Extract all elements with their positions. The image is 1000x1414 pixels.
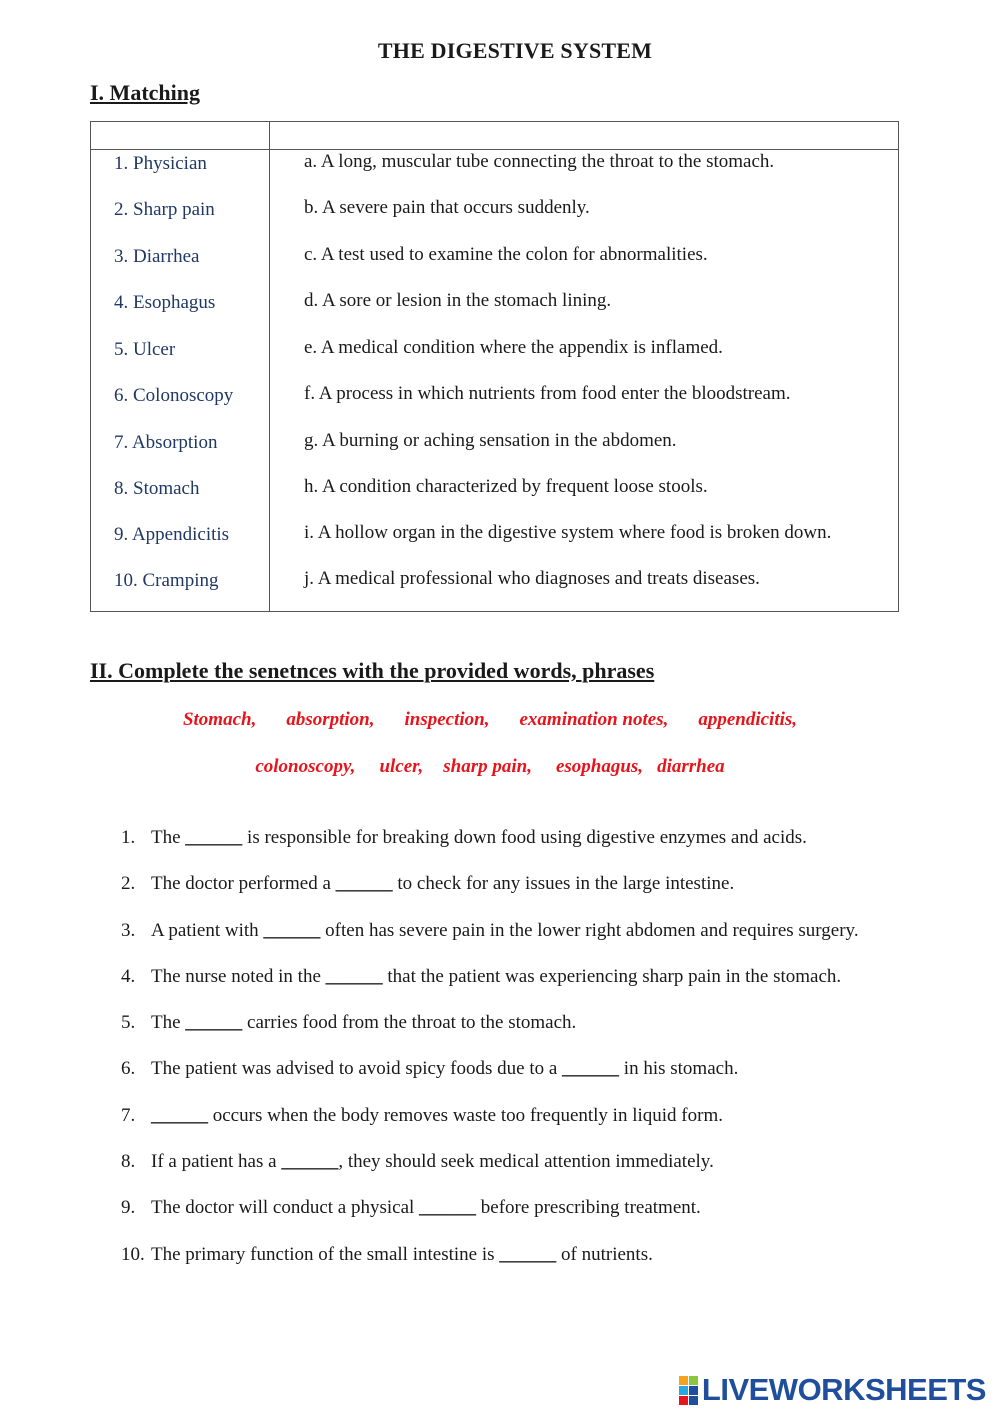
question-number: 8.	[121, 1151, 136, 1172]
question-number: 6.	[121, 1058, 136, 1079]
word-bank-item: ulcer,	[379, 756, 424, 777]
matching-term: 7. Absorption	[114, 432, 218, 453]
matching-term: 4. Esophagus	[114, 292, 216, 313]
word-bank-item: appendicitis,	[698, 709, 798, 730]
question-text-before: The nurse noted in the	[151, 966, 326, 987]
matching-definition: i. A hollow organ in the digestive system where food is broken down.	[304, 522, 832, 543]
question-text-after: that the patient was experiencing sharp pain in the stomach.	[382, 966, 842, 987]
answer-blank[interactable]: ______	[562, 1058, 620, 1079]
question-text-before: The primary function of the small intestine is	[151, 1244, 500, 1265]
question-number: 9.	[121, 1197, 136, 1218]
question-text-before: If a patient has a	[151, 1151, 282, 1172]
matching-term: 8. Stomach	[114, 478, 200, 499]
question-text-before: The	[151, 1012, 186, 1033]
question-item	[121, 826, 807, 850]
question-number: 1.	[121, 827, 136, 848]
question-item	[121, 1011, 576, 1035]
matching-term: 10. Cramping	[114, 570, 219, 591]
liveworksheets-logo	[679, 1374, 986, 1406]
word-bank-row-2	[0, 756, 980, 778]
logo-text: LIVEWORKSHEETS	[701, 1372, 986, 1407]
table-column-divider	[269, 122, 270, 611]
matching-definition: d. A sore or lesion in the stomach lining.	[304, 290, 612, 311]
answer-blank[interactable]: ______	[185, 1012, 243, 1033]
word-bank-item: sharp pain,	[443, 756, 532, 777]
question-text-after: before prescribing treatment.	[476, 1197, 701, 1218]
question-text-before: A patient with	[151, 920, 264, 941]
word-bank-item: colonoscopy,	[255, 756, 356, 777]
matching-table	[90, 121, 899, 612]
word-bank-item: Stomach,	[182, 709, 257, 730]
matching-definition: j. A medical professional who diagnoses and treats diseases.	[304, 568, 760, 589]
matching-definition: c. A test used to examine the colon for abnormalities.	[304, 244, 708, 265]
word-bank-item: examination notes,	[519, 709, 669, 730]
word-bank-item: inspection,	[404, 709, 490, 730]
word-bank-item: esophagus,	[555, 756, 644, 777]
question-item	[121, 1243, 653, 1267]
question-text-before: The	[151, 827, 186, 848]
question-text-before: The doctor will conduct a physical	[151, 1197, 420, 1218]
answer-blank[interactable]: ______	[499, 1244, 557, 1265]
answer-blank[interactable]: ______	[335, 873, 393, 894]
matching-term: 3. Diarrhea	[114, 246, 200, 267]
matching-term: 6. Colonoscopy	[114, 385, 234, 406]
question-number: 10.	[121, 1244, 145, 1265]
question-item	[121, 872, 734, 896]
matching-definition: g. A burning or aching sensation in the abdomen.	[304, 430, 677, 451]
question-item	[121, 1104, 723, 1128]
question-text-after: to check for any issues in the large intestine.	[392, 873, 735, 894]
question-item	[121, 1196, 701, 1220]
matching-term: 5. Ulcer	[114, 339, 176, 360]
question-number: 3.	[121, 920, 136, 941]
question-item	[121, 965, 841, 989]
matching-term: 9. Appendicitis	[114, 524, 230, 545]
question-number: 7.	[121, 1105, 136, 1126]
section-heading-matching: I. Matching	[90, 80, 200, 105]
question-text-after: often has severe pain in the lower right abdomen and requires surgery.	[320, 920, 859, 941]
answer-blank[interactable]: ______	[325, 966, 383, 987]
answer-blank[interactable]: ______	[151, 1105, 208, 1126]
matching-term: 1. Physician	[114, 153, 207, 174]
word-bank-item: diarrhea	[657, 756, 725, 777]
question-text-before: The patient was advised to avoid spicy foods due to a	[151, 1058, 563, 1079]
question-number: 5.	[121, 1012, 136, 1033]
answer-blank[interactable]: ______	[419, 1197, 477, 1218]
question-text-after: of nutrients.	[556, 1244, 653, 1265]
matching-definition: b. A severe pain that occurs suddenly.	[304, 197, 590, 218]
question-text-after: , they should seek medical attention immediately.	[338, 1151, 714, 1172]
matching-definition: a. A long, muscular tube connecting the throat to the stomach.	[304, 151, 775, 172]
question-text-after: carries food from the throat to the stomach.	[242, 1012, 577, 1033]
liveworksheets-logo-icon	[679, 1376, 698, 1405]
answer-blank[interactable]: ______	[263, 920, 321, 941]
matching-definition: h. A condition characterized by frequent loose stools.	[304, 476, 708, 497]
question-text-before: The doctor performed a	[151, 873, 336, 894]
question-text-after: occurs when the body removes waste too frequently in liquid form.	[208, 1105, 723, 1126]
section-heading-complete: II. Complete the senetnces with the provided words, phrases	[90, 658, 655, 683]
question-text-after: in his stomach.	[619, 1058, 739, 1079]
page-title: THE DIGESTIVE SYSTEM	[377, 38, 653, 63]
question-item	[121, 919, 859, 943]
question-number: 2.	[121, 873, 136, 894]
matching-definition: e. A medical condition where the appendix is inflamed.	[304, 337, 723, 358]
matching-definition: f. A process in which nutrients from food enter the bloodstream.	[304, 383, 791, 404]
question-number: 4.	[121, 966, 136, 987]
word-bank-row-1	[0, 709, 980, 731]
question-item	[121, 1150, 714, 1174]
answer-blank[interactable]: ______	[281, 1151, 339, 1172]
question-item	[121, 1057, 738, 1081]
matching-term: 2. Sharp pain	[114, 199, 215, 220]
word-bank-item: absorption,	[286, 709, 375, 730]
question-text-after: is responsible for breaking down food using digestive enzymes and acids.	[242, 827, 807, 848]
answer-blank[interactable]: ______	[185, 827, 243, 848]
